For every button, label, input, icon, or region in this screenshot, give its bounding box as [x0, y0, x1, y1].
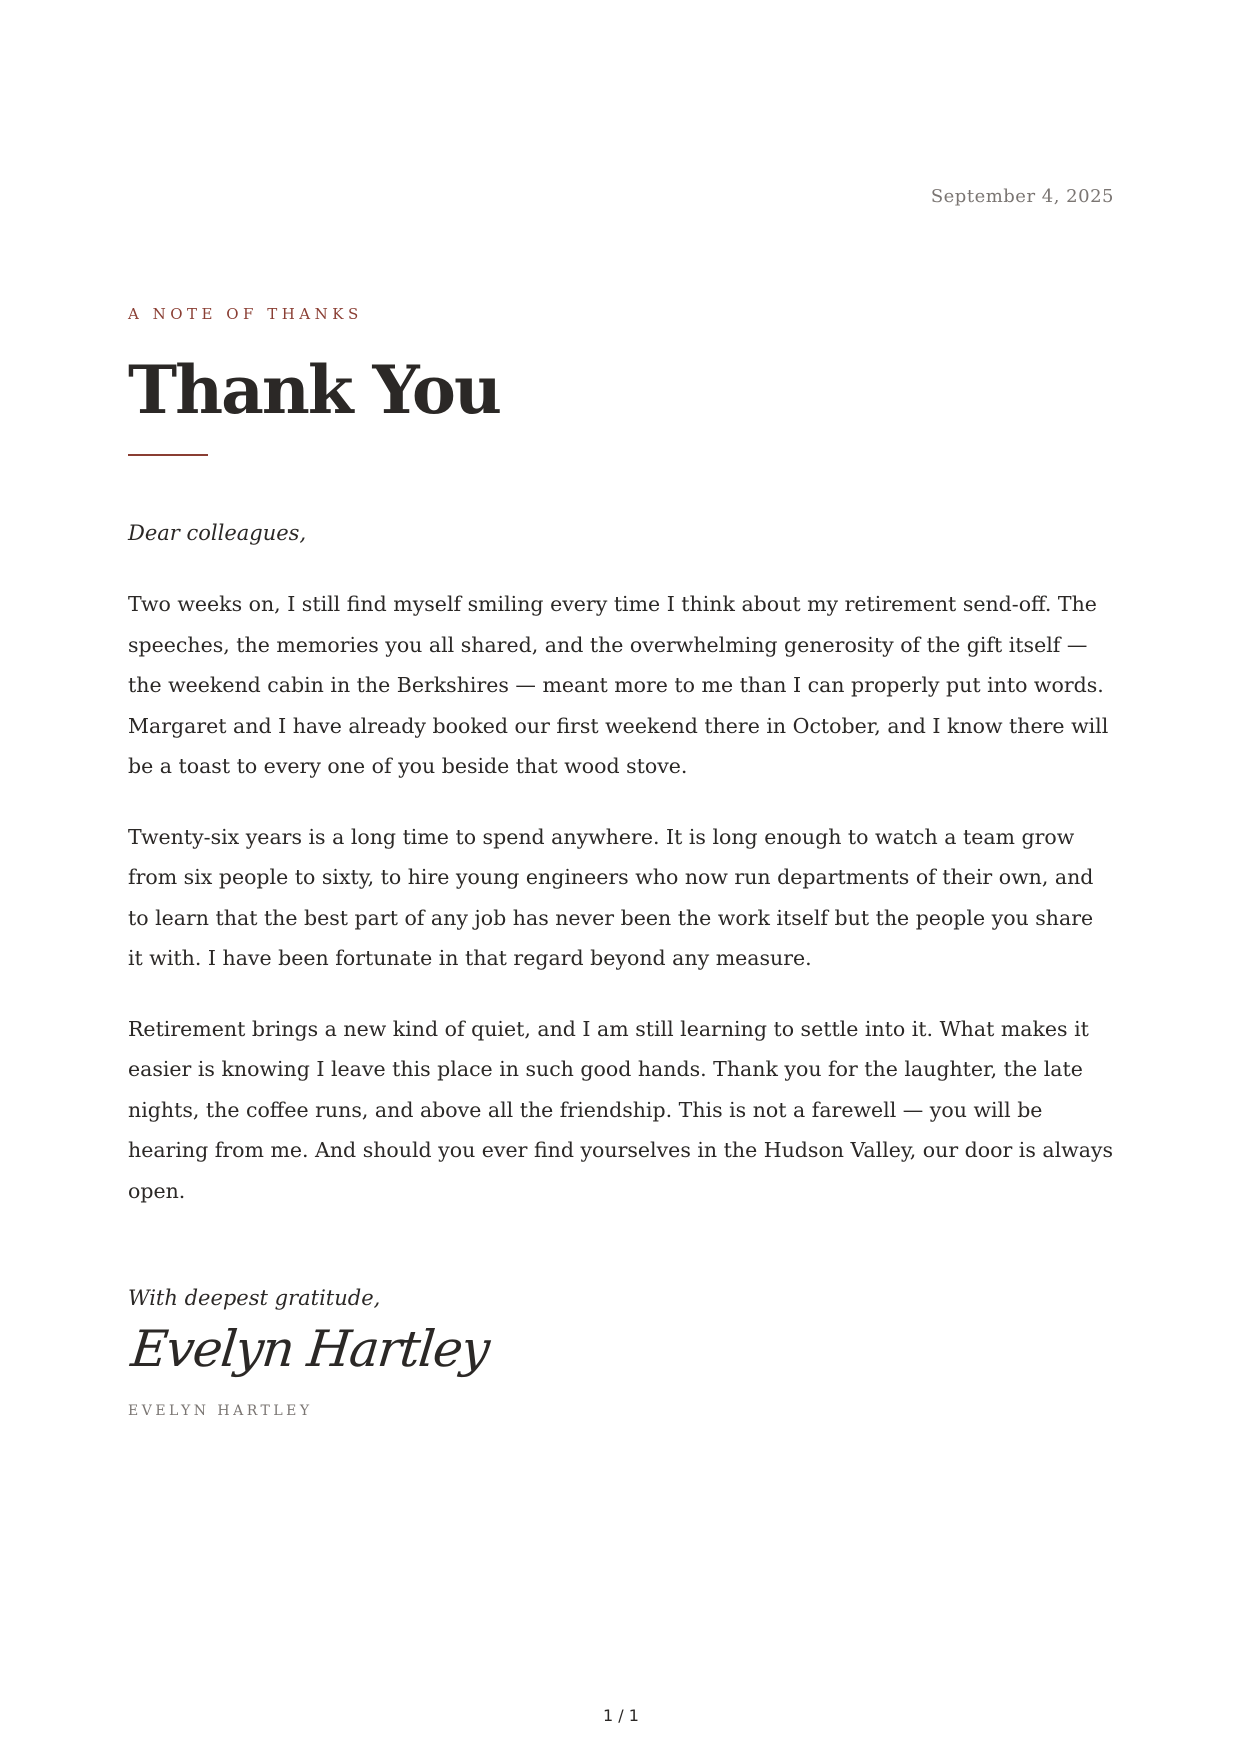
- closing-line: With deepest gratitude,: [128, 1286, 381, 1310]
- handwritten-signature: Evelyn Hartley: [128, 1320, 492, 1378]
- letter-content: [128, 304, 1114, 1421]
- letter-date: September 4, 2025: [930, 186, 1114, 207]
- body-paragraph-3: Retirement brings a new kind of quiet, and I am still learning to settle into it. What makes it easier is knowing I leave this place in such good hands. Thank you for the laughter, the late nights, the coffee runs, and above all the friendship. This is not a farewell — you will be hearing from me. And should you ever find yourselves in the Hudson Valley, our door is always open.: [128, 1016, 1114, 1203]
- title-divider: [128, 454, 208, 456]
- body-paragraph-2: Twenty-six years is a long time to spend anywhere. It is long enough to watch a team grow from six people to sixty, to hire young engineers who now run departments of their own, and to learn that the best part of any job has never been the work itself but the people you share it with. I have been fortunate in that regard beyond any measure.: [128, 824, 1094, 970]
- body-paragraph-1: Two weeks on, I still find myself smiling every time I think about my retirement send-off. The speeches, the memories you all shared, and the overwhelming generosity of the gift itself — the weekend cabin in the Berkshires — meant more to me than I can properly put into words. Margaret and I have already booked our first weekend there in October, and I know there will be a toast to every one of you beside that wood stove.: [128, 592, 1109, 778]
- salutation: Dear colleagues,: [128, 521, 307, 545]
- printed-name: EVELYN HARTLEY: [128, 1403, 313, 1419]
- eyebrow-label: A NOTE OF THANKS: [128, 305, 363, 323]
- page-number: 1 / 1: [603, 1706, 639, 1725]
- letter-title: Thank You: [128, 351, 500, 429]
